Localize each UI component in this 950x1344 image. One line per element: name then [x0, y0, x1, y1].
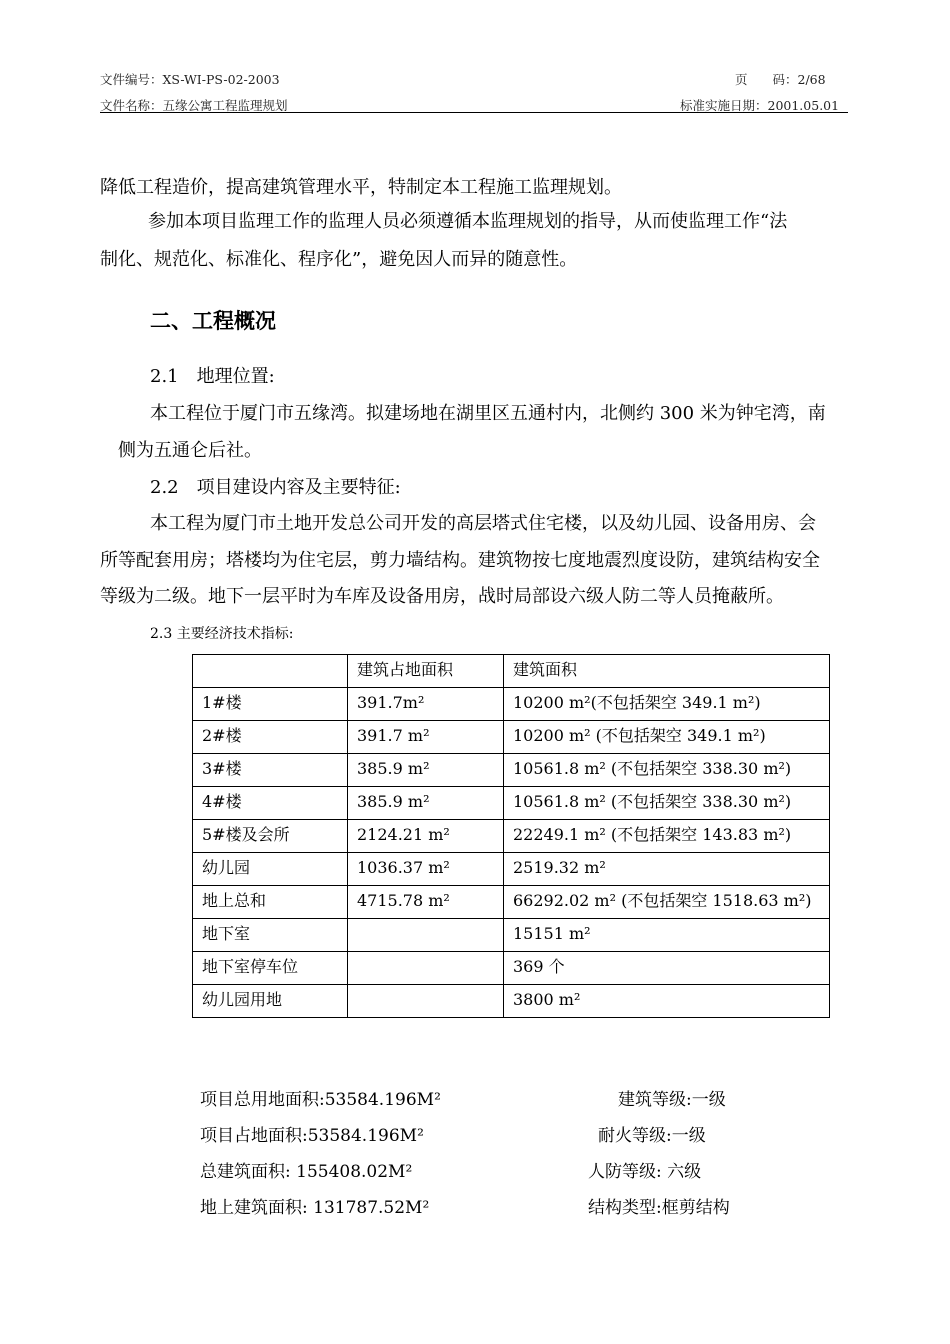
table-header-cell: 建筑占地面积 [348, 655, 504, 688]
table-cell: 10200 m² (不包括架空 349.1 m²) [504, 721, 830, 754]
table-header-cell [193, 655, 348, 688]
table-row [193, 919, 830, 952]
total-building-area: 总建筑面积: 155408.02M² [200, 1162, 413, 1182]
table-cell: 391.7 m² [348, 721, 504, 754]
table-cell: 2124.21 m² [348, 820, 504, 853]
table-row [193, 787, 830, 820]
total-land-area: 项目总用地面积:53584.196M² [200, 1090, 441, 1110]
doc-number: 文件编号：XS-WI-PS-02-2003 [100, 72, 280, 87]
subsection-title: 2.3 主要经济技术指标: [150, 626, 294, 642]
subsection-title: 2.1 地理位置: [150, 366, 275, 387]
table-row [193, 853, 830, 886]
paragraph-line: 制化、规范化、标准化、程序化”，避免因人而异的随意性。 [100, 249, 578, 270]
table-cell: 幼儿园用地 [193, 985, 348, 1018]
table-row [193, 721, 830, 754]
table-row [193, 985, 830, 1018]
table-cell: 4715.78 m² [348, 886, 504, 919]
page-number: 页 码：2/68 [735, 72, 826, 87]
above-ground-area: 地上建筑面积: 131787.52M² [200, 1198, 430, 1218]
table-cell: 385.9 m² [348, 787, 504, 820]
table-row [193, 820, 830, 853]
table-cell [348, 919, 504, 952]
table-cell: 幼儿园 [193, 853, 348, 886]
table-cell: 22249.1 m² (不包括架空 143.83 m²) [504, 820, 830, 853]
fire-resistance-grade: 耐火等级:一级 [598, 1126, 706, 1146]
doc-name: 文件名称：五缘公寓工程监理规划 [100, 98, 288, 113]
table-cell: 4#楼 [193, 787, 348, 820]
table-header-row [193, 655, 830, 688]
table-cell: 地下室停车位 [193, 952, 348, 985]
table-cell: 10561.8 m² (不包括架空 338.30 m²) [504, 754, 830, 787]
paragraph-line: 侧为五通仑后社。 [118, 440, 262, 461]
table-cell [348, 952, 504, 985]
table-cell: 10561.8 m² (不包括架空 338.30 m²) [504, 787, 830, 820]
table-cell: 2#楼 [193, 721, 348, 754]
paragraph-line: 等级为二级。地下一层平时为车库及设备用房，战时局部设六级人防二等人员掩蔽所。 [100, 586, 784, 607]
table-cell: 66292.02 m² (不包括架空 1518.63 m²) [504, 886, 830, 919]
table-cell: 385.9 m² [348, 754, 504, 787]
table-cell: 1036.37 m² [348, 853, 504, 886]
table-cell: 3#楼 [193, 754, 348, 787]
table-cell: 5#楼及会所 [193, 820, 348, 853]
table-row [193, 688, 830, 721]
table-cell [348, 985, 504, 1018]
indicator-table [192, 654, 830, 1018]
paragraph-line: 所等配套用房；塔楼均为住宅层，剪力墙结构。建筑物按七度地震烈度设防，建筑结构安全 [100, 550, 820, 571]
table-header-cell: 建筑面积 [504, 655, 830, 688]
occupied-land-area: 项目占地面积:53584.196M² [200, 1126, 424, 1146]
paragraph-line: 本工程为厦门市土地开发总公司开发的高层塔式住宅楼，以及幼儿园、设备用房、会 [150, 513, 816, 534]
civil-defense-grade: 人防等级: 六级 [588, 1162, 702, 1182]
table-cell: 10200 m²(不包括架空 349.1 m²) [504, 688, 830, 721]
building-grade: 建筑等级:一级 [618, 1090, 726, 1110]
standard-date: 标准实施日期：2001.05.01 [680, 98, 840, 113]
table-cell: 15151 m² [504, 919, 830, 952]
header-rule [100, 112, 848, 113]
table-row [193, 886, 830, 919]
subsection-title: 2.2 项目建设内容及主要特征: [150, 477, 401, 498]
table-cell: 391.7m² [348, 688, 504, 721]
table-cell: 3800 m² [504, 985, 830, 1018]
paragraph-line: 本工程位于厦门市五缘湾。拟建场地在湖里区五通村内，北侧约 300 米为钟宅湾，南 [150, 403, 826, 424]
table-cell: 地下室 [193, 919, 348, 952]
table-cell: 地上总和 [193, 886, 348, 919]
paragraph-line: 参加本项目监理工作的监理人员必须遵循本监理规划的指导，从而使监理工作“法 [148, 211, 788, 232]
paragraph-line: 降低工程造价，提高建筑管理水平，特制定本工程施工监理规划。 [100, 177, 622, 198]
table-row [193, 754, 830, 787]
table-row [193, 952, 830, 985]
structure-type: 结构类型:框剪结构 [588, 1198, 730, 1218]
section-title: 二、工程概况 [150, 309, 276, 333]
table-cell: 2519.32 m² [504, 853, 830, 886]
table-cell: 369 个 [504, 952, 830, 985]
table-cell: 1#楼 [193, 688, 348, 721]
